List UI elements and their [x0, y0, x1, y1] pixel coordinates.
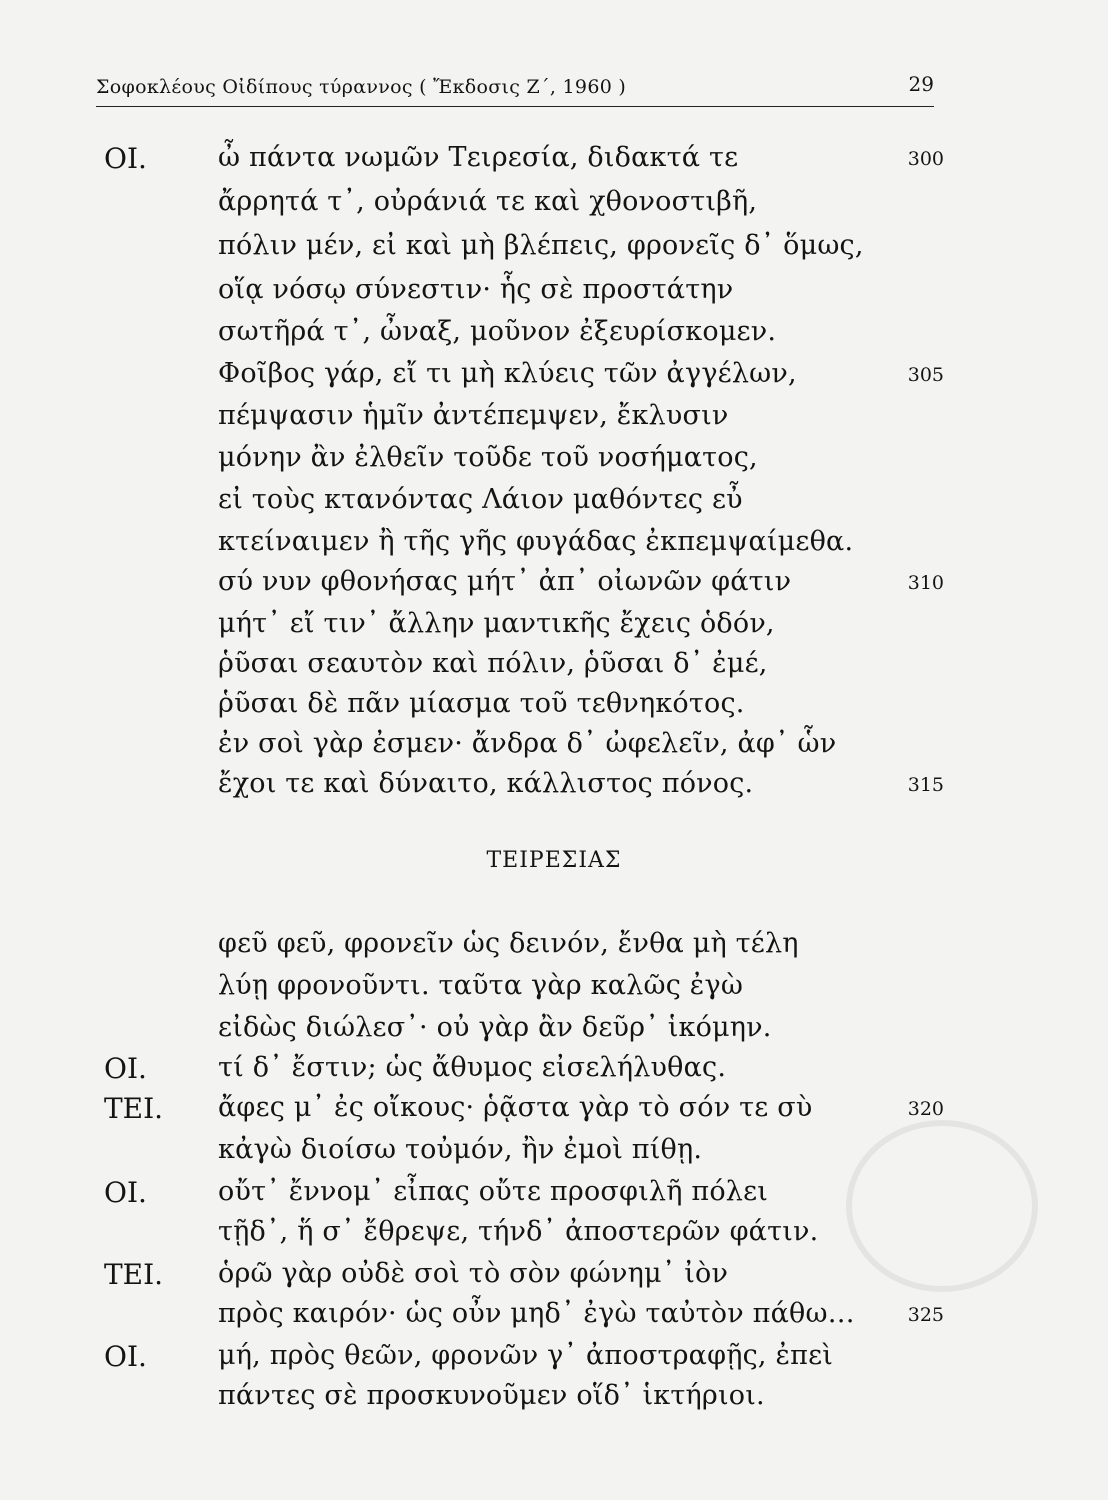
verse-text: πόλιν μέν, εἰ καὶ μὴ βλέπεις, φρονεῖς δ᾽ ὅμως,: [218, 230, 864, 261]
verse-text: μή, πρὸς θεῶν, φρονῶν γ᾽ ἀποστραφῇς, ἐπεὶ: [218, 1340, 834, 1371]
verse-line: [0, 1052, 1108, 1092]
verse-line: [0, 566, 1108, 606]
verse-text: σωτῆρά τ᾽, ὦναξ, μοῦνον ἐξευρίσκομεν.: [218, 316, 777, 347]
verse-text: τῇδ᾽, ἥ σ᾽ ἔθρεψε, τήνδ᾽ ἀποστερῶν φάτιν.: [218, 1216, 819, 1247]
verse-text: πέμψασιν ἡμῖν ἀντέπεμψεν, ἔκλυσιν: [218, 400, 729, 431]
verse-text: μόνην ἂν ἐλθεῖν τοῦδε τοῦ νοσήματος,: [218, 442, 758, 473]
verse-line: [0, 230, 1108, 270]
verse-text: μήτ᾽ εἴ τιν᾽ ἄλλην μαντικῆς ἔχεις ὁδόν,: [218, 608, 775, 639]
verse-line: [0, 688, 1108, 728]
verse-line: [0, 970, 1108, 1010]
verse-line: [0, 1216, 1108, 1256]
verse-line: [0, 186, 1108, 226]
verse-text: ὦ πάντα νωμῶν Τειρεσία, διδακτά τε: [218, 142, 739, 173]
verse-text: λύῃ φρονοῦντι. ταῦτα γὰρ καλῶς ἐγὼ: [218, 970, 744, 1001]
verse-text: τί δ᾽ ἔστιν; ὡς ἄθυμος εἰσελήλυθας.: [218, 1052, 727, 1083]
line-number: 320: [907, 1098, 944, 1120]
line-number: 315: [907, 774, 944, 796]
verse-line: [0, 442, 1108, 482]
verse-line: [0, 1092, 1108, 1132]
verse-line: [0, 1012, 1108, 1052]
verse-line: [0, 1134, 1108, 1174]
verse-text: ἄφες μ᾽ ἐς οἴκους· ῥᾷστα γὰρ τὸ σόν τε σὺ: [218, 1092, 813, 1123]
verse-text: πρὸς καιρόν· ὡς οὖν μηδ᾽ ἐγὼ ταὐτὸν πάθω…: [218, 1298, 855, 1329]
speaker-label: ΟΙ.: [104, 1176, 147, 1209]
speaker-label: ΤΕΙ.: [104, 1258, 164, 1291]
speaker-label: ΟΙ.: [104, 1052, 147, 1085]
verse-text: εἰ τοὺς κτανόντας Λάιον μαθόντες εὖ: [218, 484, 743, 515]
verse-text: ἔχοι τε καὶ δύναιτο, κάλλιστος πόνος.: [218, 768, 754, 799]
verse-line: [0, 928, 1108, 968]
verse-line: [0, 1176, 1108, 1216]
verse-line: [0, 142, 1108, 182]
verse-text: ῥῦσαι δὲ πᾶν μίασμα τοῦ τεθνηκότος.: [218, 688, 745, 719]
verse-text: εἰδὼς διώλεσ᾽· οὐ γὰρ ἂν δεῦρ᾽ ἱκόμην.: [218, 1012, 772, 1043]
verse-line: [0, 484, 1108, 524]
verse-line: [0, 1380, 1108, 1420]
speaker-heading: ΤΕΙΡΕΣΙΑΣ: [486, 848, 622, 873]
verse-line: [0, 728, 1108, 768]
verse-line: [0, 358, 1108, 398]
verse-line: [0, 400, 1108, 440]
verse-line: [0, 648, 1108, 688]
speaker-label: ΤΕΙ.: [104, 1092, 164, 1125]
verse-text: φεῦ φεῦ, φρονεῖν ὡς δεινόν, ἔνθα μὴ τέλη: [218, 928, 799, 959]
line-number: 300: [907, 148, 944, 170]
verse-line: [0, 274, 1108, 314]
verse-text: πάντες σὲ προσκυνοῦμεν οἵδ᾽ ἱκτήριοι.: [218, 1380, 765, 1411]
verse-text: οἵᾳ νόσῳ σύνεστιν· ἧς σὲ προστάτην: [218, 274, 734, 305]
verse-line: [0, 526, 1108, 566]
line-number: 305: [907, 364, 944, 386]
running-title: Σοφοκλέους Οἰδίπους τύραννος ( Ἔκδοσις Ζ΄, 1960 ): [96, 76, 627, 98]
verse-text: ἐν σοὶ γὰρ ἐσμεν· ἄνδρα δ᾽ ὠφελεῖν, ἀφ᾽ ὧν: [218, 728, 837, 759]
verse-text: κἀγὼ διοίσω τοὐμόν, ἢν ἐμοὶ πίθῃ.: [218, 1134, 703, 1165]
speaker-label: ΟΙ.: [104, 1340, 147, 1373]
verse-line: [0, 1258, 1108, 1298]
verse-line: [0, 768, 1108, 808]
running-header: [96, 72, 934, 107]
verse-line: [0, 1340, 1108, 1380]
verse-text: οὔτ᾽ ἔννομ᾽ εἶπας οὔτε προσφιλῆ πόλει: [218, 1176, 769, 1207]
verse-text: κτείναιμεν ἢ τῆς γῆς φυγάδας ἐκπεμψαίμεθα.: [218, 526, 854, 557]
verse-text: σύ νυν φθονήσας μήτ᾽ ἀπ᾽ οἰωνῶν φάτιν: [218, 566, 792, 597]
verse-line: [0, 608, 1108, 648]
verse-line: [0, 1298, 1108, 1338]
verse-text: ἄρρητά τ᾽, οὐράνιά τε καὶ χθονοστιβῆ,: [218, 186, 758, 217]
verse-text: ῥῦσαι σεαυτὸν καὶ πόλιν, ῥῦσαι δ᾽ ἐμέ,: [218, 648, 768, 679]
speaker-label: ΟΙ.: [104, 142, 147, 175]
verse-text: ὁρῶ γὰρ οὐδὲ σοὶ τὸ σὸν φώνημ᾽ ἰὸν: [218, 1258, 729, 1289]
verse-text: Φοῖβος γάρ, εἴ τι μὴ κλύεις τῶν ἀγγέλων,: [218, 358, 797, 389]
page-number: 29: [908, 72, 934, 96]
verse-line: [0, 316, 1108, 356]
line-number: 310: [907, 572, 944, 594]
line-number: 325: [907, 1304, 944, 1326]
